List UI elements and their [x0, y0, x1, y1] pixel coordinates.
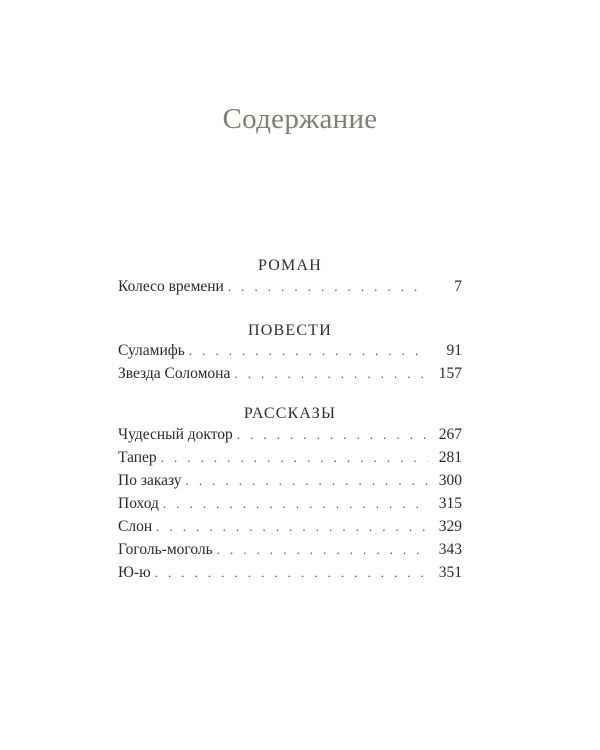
dot-leader — [234, 366, 428, 382]
toc-entry-page: 300 — [438, 472, 462, 489]
toc-entry-title: Поход — [118, 495, 159, 512]
dot-leader — [161, 450, 428, 466]
toc-entry-title: Суламифь — [118, 342, 185, 359]
section-heading-novellas: ПОВЕСТИ — [248, 322, 332, 339]
toc-entry-page: 7 — [454, 278, 462, 295]
dot-leader — [217, 542, 428, 558]
toc-entry-page: 351 — [438, 564, 462, 581]
toc-entry-title: Гоголь-моголь — [118, 541, 213, 558]
toc-entry-page: 315 — [438, 495, 462, 512]
toc-entry-page: 267 — [438, 426, 462, 443]
dot-leader — [237, 427, 428, 443]
toc-entry[interactable] — [118, 564, 462, 586]
toc-entry-page: 91 — [446, 342, 462, 359]
toc-entry-page: 157 — [438, 365, 462, 382]
toc-entry-page: 343 — [438, 541, 462, 558]
toc-entry[interactable] — [118, 541, 462, 563]
toc-entry[interactable] — [118, 365, 462, 387]
dot-leader — [155, 565, 428, 581]
dot-leader — [189, 343, 428, 359]
toc-entry[interactable] — [118, 449, 462, 471]
section-heading-stories: РАССКАЗЫ — [243, 405, 337, 422]
dot-leader — [186, 473, 428, 489]
section-heading-novel: РОМАН — [258, 257, 322, 274]
toc-entry-title: Ю-ю — [118, 564, 151, 581]
toc-entry-title: Колесо времени — [118, 278, 224, 295]
toc-entry-title: Тапер — [118, 449, 157, 466]
dot-leader — [228, 279, 428, 295]
toc-entry-title: Звезда Соломона — [118, 365, 231, 382]
page-title: Содержание — [222, 103, 378, 135]
toc-entry-title: Слон — [118, 518, 153, 535]
toc-entry-page: 329 — [438, 518, 462, 535]
toc-entry-page: 281 — [438, 449, 462, 466]
dot-leader — [163, 496, 428, 512]
toc-entry[interactable] — [118, 495, 462, 517]
toc-entry[interactable] — [118, 518, 462, 540]
dot-leader — [156, 519, 428, 535]
toc-entry-title: Чудесный доктор — [118, 426, 233, 443]
toc-entry[interactable] — [118, 278, 462, 300]
toc-entry-title: По заказу — [118, 472, 182, 489]
table-of-contents — [118, 0, 462, 750]
toc-entry[interactable] — [118, 426, 462, 448]
toc-entry[interactable] — [118, 342, 462, 364]
toc-entry[interactable] — [118, 472, 462, 494]
